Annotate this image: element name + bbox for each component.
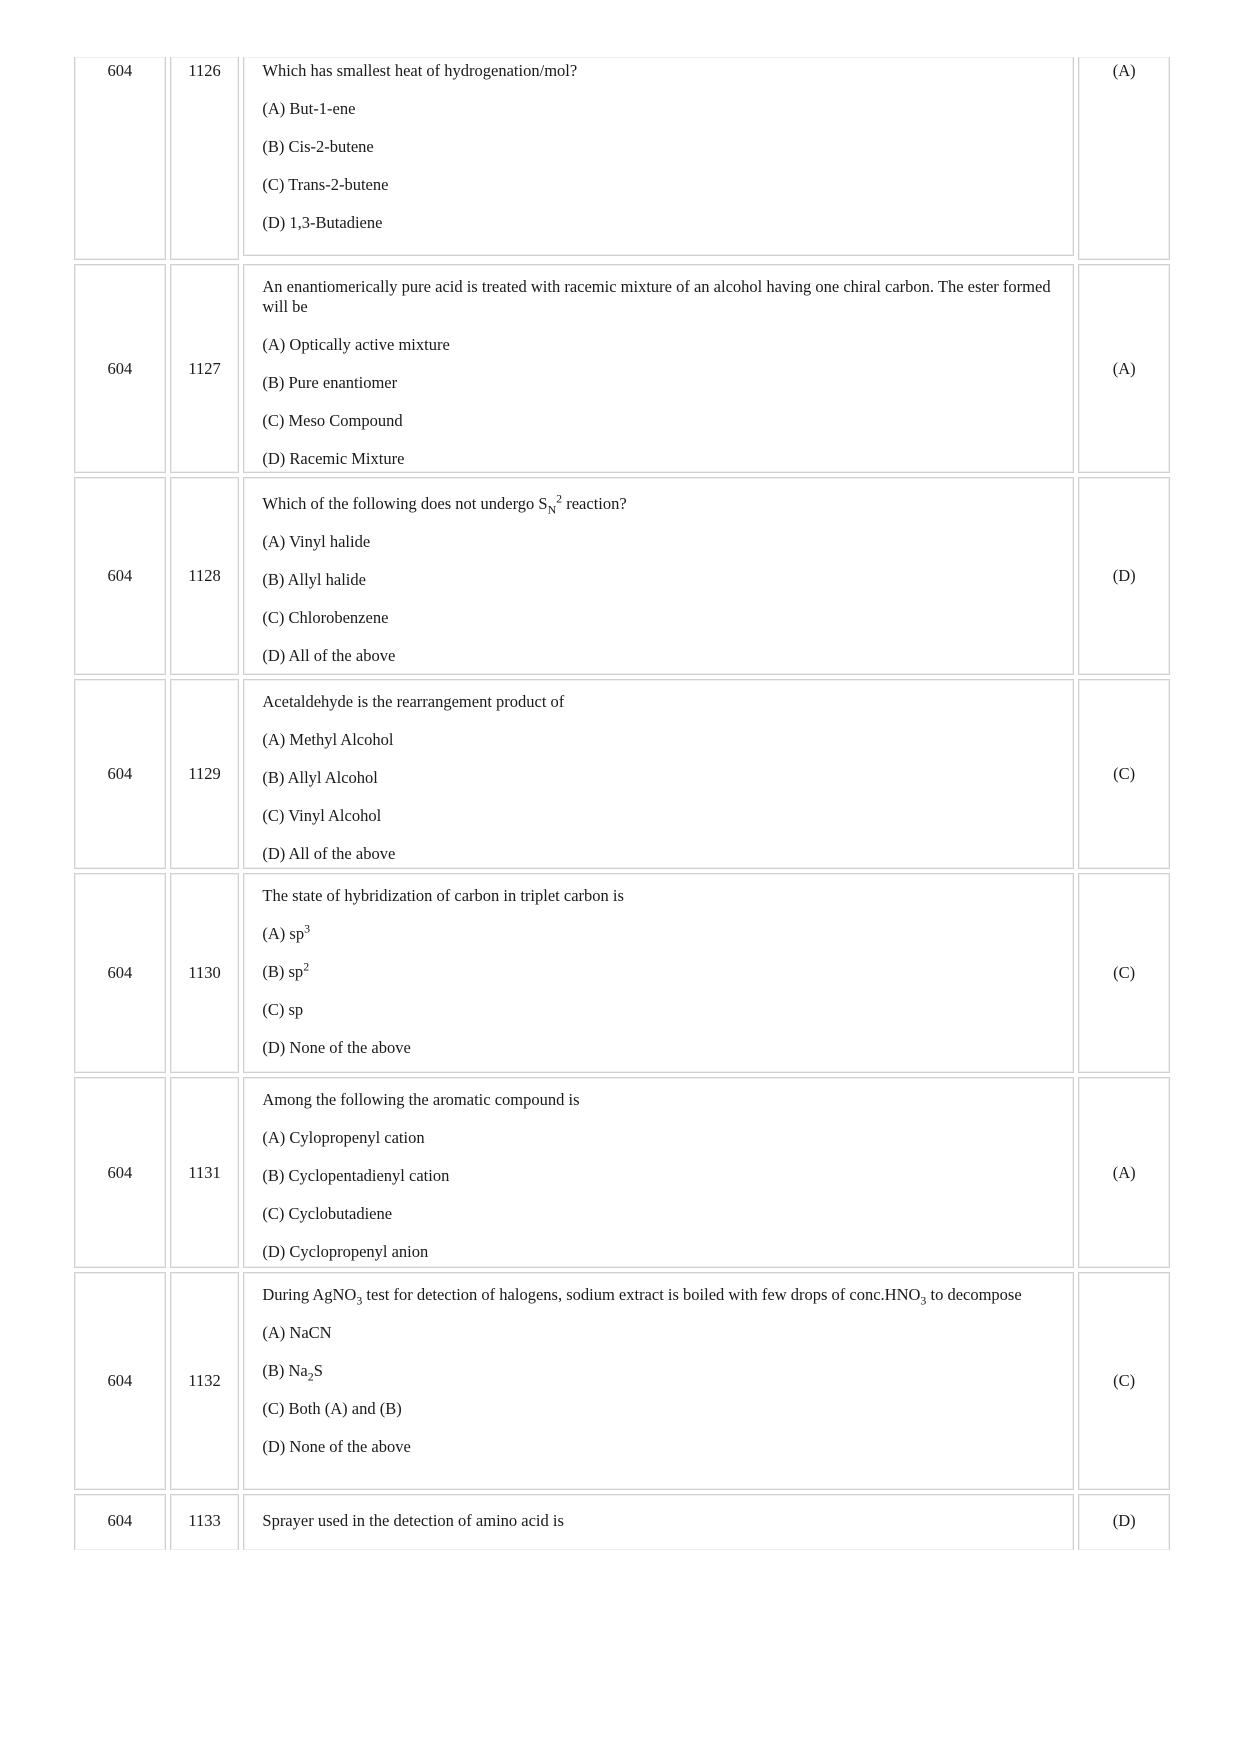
subject-code-cell [74, 873, 166, 1073]
option-a: (A) Cylopropenyl cation [262, 1128, 425, 1147]
question-number-cell [170, 57, 240, 260]
table-row [74, 1077, 1170, 1268]
question-text: Which of the following does not undergo $S_N^2$ reaction? [262, 491, 627, 517]
question-cell [243, 1272, 1074, 1490]
question-number: 1133 [188, 1511, 221, 1530]
question-number: 1130 [188, 963, 221, 982]
answer: (C) [1113, 1371, 1136, 1390]
answer-cell [1078, 1494, 1170, 1550]
table-row [74, 1494, 1170, 1550]
question-number: 1131 [188, 1162, 221, 1182]
question-number: 1128 [188, 566, 221, 585]
subject-code-cell [74, 264, 166, 473]
option-b: (B) Cyclopentadienyl cation [262, 1166, 450, 1185]
option-d: (D) None of the above [262, 1038, 411, 1057]
question-text: Among the following the aromatic compound is [262, 1090, 580, 1109]
answer-cell [1078, 264, 1170, 473]
answer: (A) [1112, 61, 1136, 80]
option-b: (B) $sp^2$ [262, 959, 310, 981]
option-c: (C) Meso Compound [262, 411, 403, 430]
subject-code-cell [74, 1272, 166, 1490]
answer: (C) [1113, 963, 1136, 982]
subject-code: 604 [107, 61, 133, 80]
question-cell [243, 1077, 1074, 1268]
question-text: Sprayer used in the detection of amino acid is [262, 1511, 564, 1530]
question-cell [243, 873, 1074, 1073]
subject-code-cell [74, 679, 166, 869]
question-cell [243, 477, 1074, 675]
option-d: (D) 1,3-Butadiene [262, 213, 383, 232]
subject-code: 604 [107, 358, 133, 378]
subject-code: 604 [107, 1511, 133, 1530]
table-row [74, 57, 1170, 260]
answer: (C) [1113, 764, 1136, 783]
question-number-cell [170, 264, 240, 473]
answer-cell [1078, 57, 1170, 260]
answer: (A) [1112, 1162, 1136, 1182]
option-a: (A) NaCN [262, 1323, 332, 1342]
question-number: 1132 [188, 1371, 221, 1390]
option-d: (D) All of the above [262, 844, 396, 863]
option-a: (A) Vinyl halide [262, 532, 371, 551]
answer-cell [1078, 679, 1170, 869]
question-number: 1126 [188, 61, 221, 80]
question-number-cell [170, 873, 240, 1073]
option-c: (C) Both (A) and (B) [262, 1399, 402, 1418]
subject-code: 604 [107, 1371, 133, 1390]
question-cell [243, 1494, 1074, 1550]
subject-code: 604 [107, 764, 133, 783]
option-c: (C) Chlorobenzene [262, 608, 389, 627]
table-row [74, 1272, 1170, 1490]
subject-code-cell [74, 477, 166, 675]
option-a: (A) Methyl Alcohol [262, 730, 394, 749]
option-b: (B) Cis-2-butene [262, 137, 374, 156]
answer: (A) [1112, 358, 1136, 378]
subject-code: 604 [107, 566, 133, 585]
table-row [74, 873, 1170, 1073]
option-a: (A) But-1-ene [262, 99, 356, 118]
question-text: During AgNO$_3$ test for detection of halogens, sodium extract is boiled with few drops of $conc.HNO_3$ to decompose [262, 1285, 1022, 1308]
question-number-cell [170, 679, 240, 869]
answer: (D) [1112, 1511, 1136, 1530]
option-b: (B) $Na_2S$ [262, 1361, 323, 1384]
table-row [74, 679, 1170, 869]
question-number-cell [170, 1494, 240, 1550]
option-c: (C) Cyclobutadiene [262, 1204, 393, 1223]
question-number: 1129 [188, 764, 221, 783]
table-row [74, 477, 1170, 675]
question-number-cell [170, 477, 240, 675]
option-d: (D) Racemic Mixture [262, 449, 405, 468]
question-text: Acetaldehyde is the rearrangement product of [262, 692, 565, 711]
answer: (D) [1112, 566, 1136, 585]
option-c: (C) Vinyl Alcohol [262, 806, 382, 825]
question-text: An enantiomerically pure acid is treated with racemic mixture of an alcohol having one chiral carbon. The ester formed will be [262, 277, 1051, 316]
question-number: 1127 [188, 358, 221, 378]
question-table [74, 57, 1170, 1554]
subject-code-cell [74, 1077, 166, 1268]
subject-code: 604 [107, 963, 133, 982]
option-c: (C) sp [262, 1000, 304, 1019]
answer-cell [1078, 873, 1170, 1073]
option-d: (D) All of the above [262, 646, 396, 665]
answer-cell [1078, 1077, 1170, 1268]
answer-cell [1078, 477, 1170, 675]
option-b: (B) Allyl halide [262, 570, 366, 589]
subject-code-cell [74, 57, 166, 260]
option-c: (C) Trans-2-butene [262, 175, 389, 194]
option-b: (B) Allyl Alcohol [262, 768, 378, 787]
option-d: (D) Cyclopropenyl anion [262, 1242, 429, 1261]
subject-code-cell [74, 1494, 166, 1550]
option-b: (B) Pure enantiomer [262, 373, 398, 392]
answer-cell [1078, 1272, 1170, 1490]
table-row [74, 264, 1170, 473]
question-cell [243, 264, 1074, 473]
question-cell [243, 679, 1074, 869]
option-d: (D) None of the above [262, 1437, 411, 1456]
option-a: (A) $sp^3$ [262, 921, 311, 943]
question-cell [243, 57, 1074, 256]
question-text: The state of hybridization of carbon in triplet carbon is [262, 886, 624, 905]
question-number-cell [170, 1272, 240, 1490]
question-text: Which has smallest heat of hydrogenation/mol? [262, 61, 578, 80]
question-number-cell [170, 1077, 240, 1268]
subject-code: 604 [107, 1162, 133, 1182]
option-a: (A) Optically active mixture [262, 335, 450, 354]
